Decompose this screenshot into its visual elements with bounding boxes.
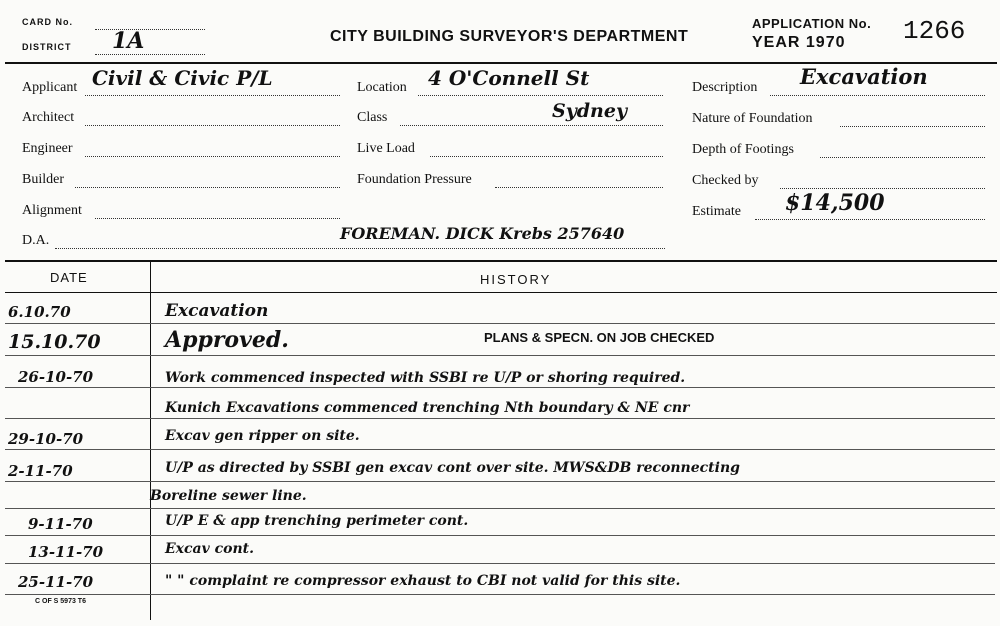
alignment-line: [95, 218, 340, 219]
district-line: [95, 54, 205, 55]
history-top-border: [5, 260, 997, 262]
district-label: DISTRICT: [22, 42, 72, 52]
row-date: 13-11-70: [28, 543, 104, 561]
row-text: Approved.: [165, 327, 289, 353]
applicant-label: Applicant: [22, 80, 78, 95]
row-rule: [5, 387, 995, 388]
row-date: 15.10.70: [8, 331, 101, 353]
applicant-value: Civil & Civic P/L: [92, 66, 273, 90]
location-label: Location: [357, 80, 407, 95]
plans-checked-stamp: PLANS & SPECN. ON JOB CHECKED: [484, 330, 715, 345]
row-text: Boreline sewer line.: [150, 488, 307, 504]
builder-line: [75, 187, 340, 188]
row-text: U/P E & app trenching perimeter cont.: [165, 513, 469, 529]
estimate-label: Estimate: [692, 204, 741, 219]
class-value: Sydney: [552, 100, 627, 122]
row-text: Work commenced inspected with SSBI re U/P or shoring required.: [165, 370, 686, 386]
row-text: Kunich Excavations commenced trenching Nth boundary & NE cnr: [165, 400, 690, 416]
checked-by-label: Checked by: [692, 173, 759, 188]
live-load-label: Live Load: [357, 141, 415, 156]
row-rule: [5, 323, 995, 324]
foundation-pressure-line: [495, 187, 663, 188]
nature-line: [840, 126, 985, 127]
applicant-line: [85, 95, 340, 96]
architect-line: [85, 125, 340, 126]
foreman-note: FOREMAN. DICK Krebs 257640: [340, 224, 625, 243]
district-value: 1A: [112, 28, 145, 54]
da-line: [55, 248, 665, 249]
location-line: [418, 95, 663, 96]
depth-of-footings-label: Depth of Footings: [692, 142, 794, 157]
description-line: [770, 95, 985, 96]
date-header: DATE: [50, 270, 88, 285]
row-rule: [5, 508, 995, 509]
date-column-divider: [150, 262, 151, 620]
row-date: 26-10-70: [18, 368, 94, 386]
row-date: 25-11-70: [18, 573, 94, 591]
description-label: Description: [692, 80, 758, 95]
history-header-border: [5, 292, 997, 293]
alignment-label: Alignment: [22, 203, 82, 218]
row-rule: [5, 355, 995, 356]
application-label: APPLICATION No.: [752, 16, 872, 31]
class-line: [400, 125, 663, 126]
row-date: 6.10.70: [8, 303, 71, 321]
builder-label: Builder: [22, 172, 64, 187]
architect-label: Architect: [22, 110, 75, 125]
foundation-pressure-label: Foundation Pressure: [357, 172, 472, 187]
row-rule: [5, 481, 995, 482]
engineer-line: [85, 156, 340, 157]
row-rule: [5, 535, 995, 536]
location-value: 4 O'Connell St: [428, 66, 590, 90]
nature-of-foundation-label: Nature of Foundation: [692, 111, 813, 126]
row-text: " " complaint re compressor exhaust to CBI not valid for this site.: [165, 573, 681, 589]
estimate-value: $14,500: [785, 190, 885, 216]
row-rule: [5, 418, 995, 419]
live-load-line: [430, 156, 663, 157]
application-number: 1266: [903, 16, 966, 46]
history-header: HISTORY: [480, 272, 552, 287]
row-text: Excavation: [165, 301, 269, 321]
row-rule: [5, 563, 995, 564]
card-no-label: CARD No.: [22, 17, 73, 27]
row-date: 9-11-70: [28, 515, 93, 533]
row-date: 29-10-70: [8, 430, 84, 448]
row-date: 2-11-70: [8, 462, 73, 480]
year-label: YEAR 1970: [752, 34, 846, 51]
estimate-line: [755, 219, 985, 220]
description-value: Excavation: [800, 64, 928, 89]
row-rule: [5, 449, 995, 450]
row-text: U/P as directed by SSBI gen excav cont over site. MWS&DB reconnecting: [165, 460, 740, 476]
depth-line: [820, 157, 985, 158]
checked-line: [780, 188, 985, 189]
row-text: Excav cont.: [165, 541, 255, 557]
da-label: D.A.: [22, 233, 50, 248]
row-text: Excav gen ripper on site.: [165, 428, 360, 444]
department-title: CITY BUILDING SURVEYOR'S DEPARTMENT: [330, 28, 689, 45]
engineer-label: Engineer: [22, 141, 73, 156]
row-rule: [5, 594, 995, 595]
class-label: Class: [357, 110, 388, 125]
form-code: C OF S 5973 T6: [35, 598, 86, 605]
